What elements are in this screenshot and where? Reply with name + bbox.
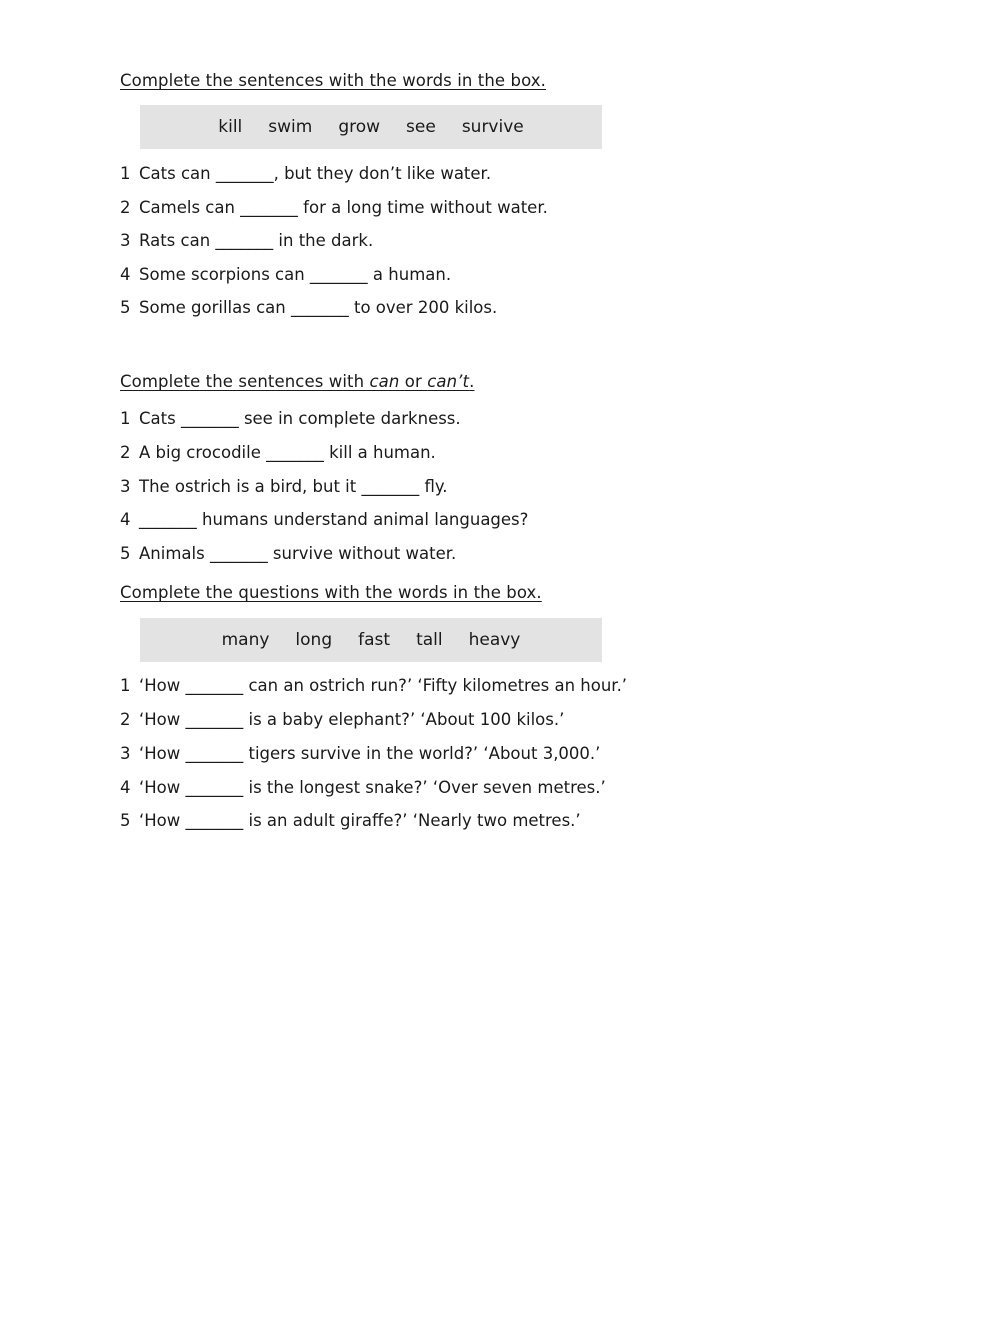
- section3-item: [120, 778, 606, 798]
- section1-item: [120, 164, 491, 184]
- item-text: Cats _______ see in complete darkness.: [139, 409, 461, 428]
- word-box-item: grow: [338, 117, 381, 137]
- item-number: 5: [120, 544, 131, 563]
- section3-item: [120, 811, 581, 831]
- word-box-item: swim: [268, 117, 313, 137]
- section2-heading: [120, 372, 474, 391]
- word-box-item: kill: [218, 117, 243, 137]
- item-number: 4: [120, 778, 131, 797]
- item-number: 4: [120, 510, 131, 529]
- word-box-item: see: [406, 117, 436, 137]
- section1-item: [120, 231, 373, 251]
- heading-can: can: [369, 372, 400, 391]
- item-number: 4: [120, 265, 131, 284]
- section1-item: [120, 198, 548, 218]
- item-text: The ostrich is a bird, but it _______ fly.: [139, 477, 448, 496]
- section2-item: [120, 477, 448, 497]
- word-box-item: many: [221, 630, 270, 650]
- item-text: Camels can _______ for a long time without water.: [139, 198, 548, 217]
- item-text: Some gorillas can _______ to over 200 kilos.: [139, 298, 498, 317]
- item-number: 1: [120, 409, 131, 428]
- word-box-item: long: [295, 630, 333, 650]
- word-box-item: fast: [358, 630, 391, 650]
- item-number: 5: [120, 811, 131, 830]
- word-box-item: survive: [461, 117, 524, 137]
- item-text: Some scorpions can _______ a human.: [139, 265, 452, 284]
- heading-text: Complete the sentences with: [120, 372, 370, 391]
- item-text: ‘How _______ tigers survive in the world?’ ‘About 3,000.’: [139, 744, 601, 763]
- word-box-item: tall: [416, 630, 443, 650]
- section1-word-box: [140, 105, 602, 149]
- item-number: 1: [120, 676, 131, 695]
- section2-item: [120, 443, 436, 463]
- item-text: A big crocodile _______ kill a human.: [139, 443, 436, 462]
- item-number: 3: [120, 231, 131, 250]
- item-number: 2: [120, 710, 131, 729]
- section1-item: [120, 265, 451, 285]
- heading-cant: can’t: [427, 372, 470, 391]
- item-number: 1: [120, 164, 131, 183]
- section3-item: [120, 676, 627, 696]
- item-text: ‘How _______ can an ostrich run?’ ‘Fifty kilometres an hour.’: [139, 676, 628, 695]
- section2-item: [120, 544, 456, 564]
- section2-item: [120, 510, 528, 530]
- item-number: 2: [120, 443, 131, 462]
- section3-item: [120, 744, 600, 764]
- item-text: ‘How _______ is an adult giraffe?’ ‘Nearly two metres.’: [139, 811, 581, 830]
- item-text: Cats can _______, but they don’t like water.: [139, 164, 492, 183]
- item-text: ‘How _______ is the longest snake?’ ‘Over seven metres.’: [139, 778, 606, 797]
- section3-word-box: [140, 618, 602, 662]
- heading-suffix: .: [469, 372, 475, 391]
- heading-or: or: [399, 372, 428, 391]
- section1-item: [120, 298, 497, 318]
- item-number: 2: [120, 198, 131, 217]
- item-number: 3: [120, 744, 131, 763]
- item-text: Rats can _______ in the dark.: [139, 231, 374, 250]
- item-number: 3: [120, 477, 131, 496]
- word-box-item: heavy: [468, 630, 521, 650]
- section3-item: [120, 710, 564, 730]
- section2-item: [120, 409, 461, 429]
- item-text: Animals _______ survive without water.: [139, 544, 457, 563]
- section3-heading: Complete the questions with the words in the box.: [120, 583, 542, 602]
- section1-heading: Complete the sentences with the words in the box.: [120, 71, 546, 90]
- item-number: 5: [120, 298, 131, 317]
- item-text: ‘How _______ is a baby elephant?’ ‘About 100 kilos.’: [139, 710, 565, 729]
- item-text: _______ humans understand animal languages?: [139, 510, 529, 529]
